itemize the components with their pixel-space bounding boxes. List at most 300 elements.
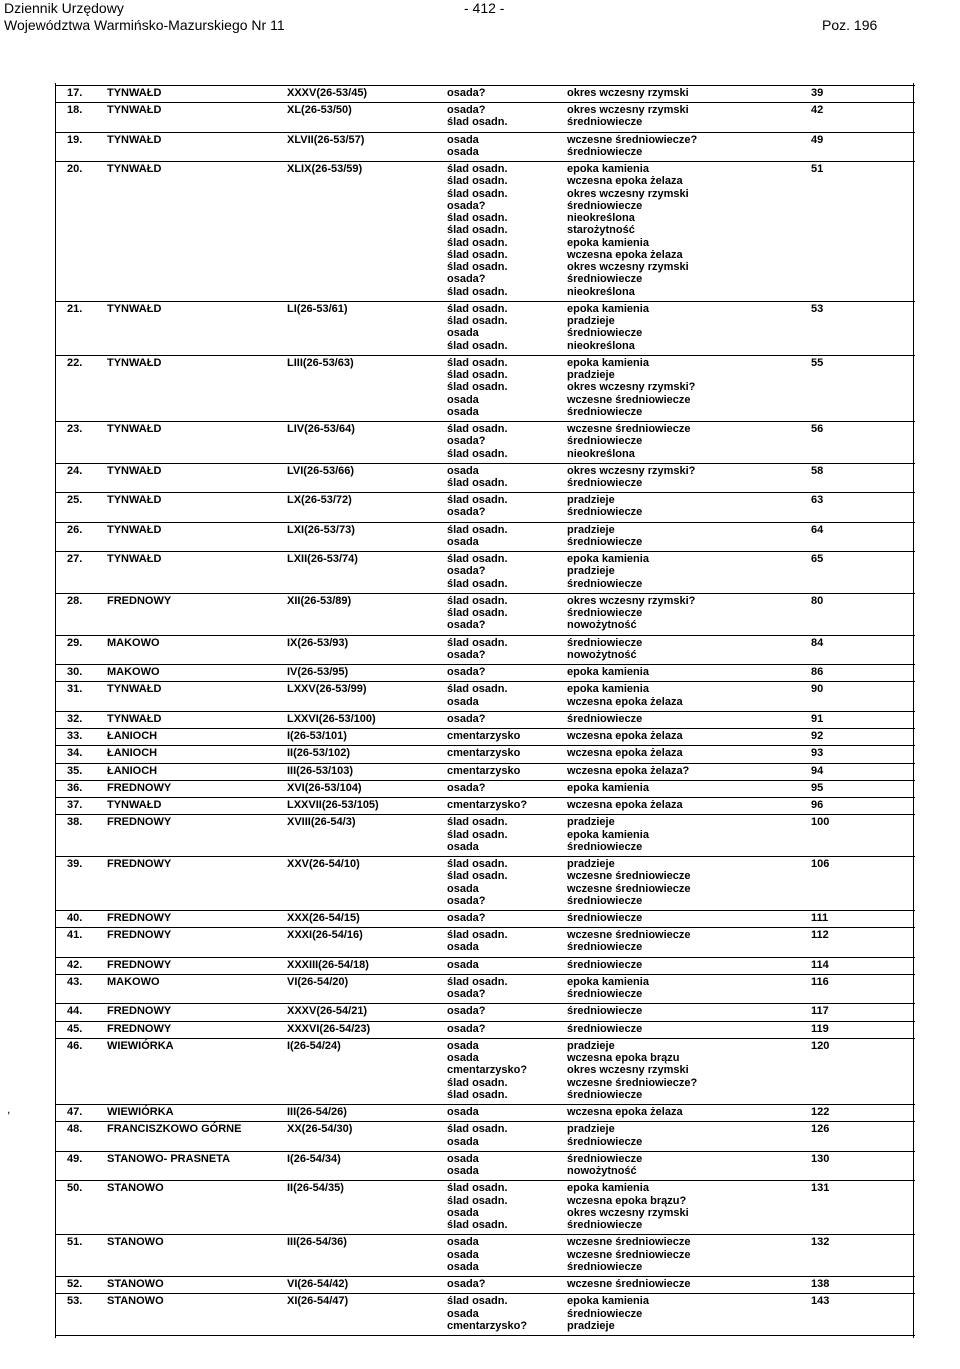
site-function: ślad osadn. (447, 858, 508, 871)
row-separator (55, 492, 915, 493)
site-chronology: wczesne średniowiecze (567, 929, 691, 942)
site-function: osada? (447, 565, 486, 578)
row-number: 52. (67, 1278, 83, 1291)
reference-number: 116 (811, 975, 829, 988)
row-number: 44. (67, 1005, 83, 1018)
site-chronology: średniowiecze (567, 1088, 643, 1101)
site-chronology: pradzieje (567, 858, 615, 871)
row-number: 49. (67, 1152, 83, 1165)
az-number: LIV(26-53/64) (287, 423, 355, 436)
site-function: ślad osadn. (447, 175, 508, 188)
site-chronology: nieokreślona (567, 285, 635, 298)
site-chronology: epoka kamienia (567, 1295, 649, 1308)
row-separator (55, 910, 915, 911)
locality: FRANCISZKOWO GÓRNE (107, 1123, 242, 1136)
reference-number: 93 (811, 747, 824, 760)
locality: TYNWAŁD (107, 683, 162, 696)
row-separator (55, 974, 915, 975)
reference-number: 49 (811, 133, 824, 146)
row-number: 31. (67, 683, 83, 696)
reference-number: 120 (811, 1039, 830, 1052)
site-chronology: okres wczesny rzymski (567, 1064, 689, 1077)
site-function: ślad osadn. (447, 423, 508, 436)
site-function: osada? (447, 1278, 486, 1291)
row-number: 38. (67, 816, 83, 829)
site-function: osada? (447, 712, 486, 725)
reference-number: 143 (811, 1295, 830, 1308)
site-chronology: wczesna epoka żelaza? (567, 764, 690, 777)
locality: FREDNOWY (107, 1022, 172, 1035)
reference-number: 84 (811, 636, 824, 649)
az-number: XVIII(26-54/3) (287, 816, 356, 829)
reference-number: 131 (811, 1182, 830, 1195)
row-number: 20. (67, 163, 83, 176)
site-chronology: wczesna epoka żelaza (567, 1106, 683, 1119)
site-function: ślad osadn. (447, 339, 508, 352)
locality: MAKOWO (107, 975, 160, 988)
site-function: osada (447, 145, 479, 158)
az-number: III(26-53/103) (287, 764, 354, 777)
row-separator (55, 132, 915, 133)
site-chronology: okres wczesny rzymski (567, 187, 689, 200)
site-function: ślad osadn. (447, 523, 508, 536)
az-number: I(26-54/34) (287, 1152, 341, 1165)
reference-number: 95 (811, 781, 824, 794)
reference-number: 64 (811, 523, 824, 536)
locality: TYNWAŁD (107, 423, 162, 436)
reference-number: 132 (811, 1236, 830, 1249)
az-number: XXXVI(26-54/23) (287, 1022, 371, 1035)
site-function: osada? (447, 894, 486, 907)
site-function: ślad osadn. (447, 187, 508, 200)
site-chronology: średniowiecze (567, 476, 643, 489)
site-function: osada (447, 941, 479, 954)
az-number: XLIX(26-53/59) (287, 163, 363, 176)
site-chronology: średniowiecze (567, 535, 643, 548)
site-function: osada? (447, 506, 486, 519)
site-function: cmentarzysko? (447, 1064, 528, 1077)
row-number: 32. (67, 712, 83, 725)
site-function: ślad osadn. (447, 870, 508, 883)
table-row (55, 163, 915, 303)
page-number: - 412 - (464, 0, 505, 16)
row-separator (55, 1335, 915, 1336)
site-chronology: wczesne średniowiecze (567, 870, 691, 883)
locality: TYNWAŁD (107, 523, 162, 536)
az-number: LXXV(26-53/99) (287, 683, 367, 696)
locality: MAKOWO (107, 636, 160, 649)
reference-number: 42 (811, 104, 824, 117)
table-row (55, 1153, 915, 1182)
locality: TYNWAŁD (107, 494, 162, 507)
row-number: 42. (67, 958, 83, 971)
site-chronology: epoka kamienia (567, 975, 649, 988)
row-number: 26. (67, 523, 83, 536)
site-chronology: średniowiecze (567, 577, 643, 590)
row-number: 18. (67, 104, 83, 117)
site-chronology: epoka kamienia (567, 553, 649, 566)
az-number: XXXIII(26-54/18) (287, 958, 369, 971)
site-function: ślad osadn. (447, 816, 508, 829)
site-function: osada (447, 405, 479, 418)
site-function: ślad osadn. (447, 1182, 508, 1195)
row-number: 53. (67, 1295, 83, 1308)
site-function: osada? (447, 273, 486, 286)
site-function: ślad osadn. (447, 929, 508, 942)
table-row (55, 303, 915, 357)
site-function: osada (447, 1260, 479, 1273)
site-chronology: wczesna epoka brązu (567, 1052, 680, 1065)
row-number: 21. (67, 302, 83, 315)
az-number: XXXV(26-53/45) (287, 87, 368, 99)
site-function: ślad osadn. (447, 1219, 508, 1232)
site-function: ślad osadn. (447, 116, 508, 129)
site-function: ślad osadn. (447, 975, 508, 988)
site-chronology: okres wczesny rzymski (567, 261, 689, 274)
table-row (55, 524, 915, 553)
site-chronology: średniowiecze (567, 199, 643, 212)
row-separator (55, 957, 915, 958)
site-chronology: pradzieje (567, 315, 615, 328)
site-function: osada (447, 1152, 479, 1165)
row-number: 41. (67, 929, 83, 942)
site-function: ślad osadn. (447, 315, 508, 328)
site-chronology: średniowiecze (567, 840, 643, 853)
site-chronology: nowożytność (567, 648, 637, 661)
site-chronology: średniowiecze (567, 1022, 643, 1035)
site-chronology: okres wczesny rzymski? (567, 594, 696, 607)
az-number: XX(26-54/30) (287, 1123, 353, 1136)
site-chronology: średniowiecze (567, 145, 643, 158)
locality: FREDNOWY (107, 1005, 172, 1018)
az-number: IX(26-53/93) (287, 636, 349, 649)
row-number: 19. (67, 133, 83, 146)
az-number: LXXVI(26-53/100) (287, 712, 376, 725)
site-function: osada (447, 695, 479, 708)
row-separator (55, 780, 915, 781)
site-function: osada (447, 393, 479, 406)
locality: TYNWAŁD (107, 553, 162, 566)
site-chronology: średniowiecze (567, 1219, 643, 1232)
site-chronology: wczesna epoka żelaza (567, 248, 683, 261)
az-number: LXII(26-53/74) (287, 553, 358, 566)
site-function: osada (447, 1236, 479, 1249)
site-function: osada (447, 133, 479, 146)
row-separator (55, 711, 915, 712)
site-function: cmentarzysko (447, 764, 521, 777)
az-number: XL(26-53/50) (287, 104, 352, 117)
locality: WIEWIÓRKA (107, 1106, 174, 1119)
scanned-register-table (55, 83, 915, 1338)
az-number: XVI(26-53/104) (287, 781, 362, 794)
site-chronology: epoka kamienia (567, 1182, 649, 1195)
site-function: cmentarzysko? (447, 799, 528, 812)
site-chronology: wczesna epoka żelaza (567, 799, 683, 812)
site-function: osada? (447, 87, 486, 99)
journal-title: Dziennik Urzędowy (4, 0, 124, 16)
reference-number: 138 (811, 1278, 830, 1291)
row-separator (55, 161, 915, 162)
row-separator (55, 1151, 915, 1152)
row-separator (55, 1180, 915, 1181)
site-chronology: średniowiecze (567, 958, 643, 971)
row-separator (55, 593, 915, 594)
locality: TYNWAŁD (107, 163, 162, 176)
az-number: III(26-54/26) (287, 1106, 347, 1119)
table-row (55, 637, 915, 666)
row-separator (55, 927, 915, 928)
reference-number: 91 (811, 712, 824, 725)
reference-number: 63 (811, 494, 824, 507)
site-chronology: starożytność (567, 224, 635, 237)
row-separator (55, 856, 915, 857)
row-number: 43. (67, 975, 83, 988)
locality: TYNWAŁD (107, 87, 162, 99)
row-separator (55, 635, 915, 636)
row-separator (55, 85, 915, 86)
site-chronology: wczesne średniowiecze (567, 882, 691, 895)
site-chronology: wczesne średniowiecze? (567, 1076, 698, 1089)
site-chronology: wczesne średniowiecze (567, 1236, 691, 1249)
site-function: osada (447, 1165, 479, 1178)
reference-number: 39 (811, 87, 824, 99)
site-chronology: okres wczesny rzymski (567, 87, 689, 99)
az-number: LI(26-53/61) (287, 302, 348, 315)
table-row (55, 858, 915, 912)
site-chronology: pradzieje (567, 369, 615, 382)
az-number: I(26-53/101) (287, 730, 347, 743)
az-number: LX(26-53/72) (287, 494, 352, 507)
site-chronology: pradzieje (567, 1039, 615, 1052)
site-function: ślad osadn. (447, 212, 508, 225)
reference-number: 117 (811, 1005, 829, 1018)
site-function: ślad osadn. (447, 381, 508, 394)
site-function: osada (447, 327, 479, 340)
locality: FREDNOWY (107, 858, 172, 871)
site-function: ślad osadn. (447, 683, 508, 696)
row-number: 23. (67, 423, 83, 436)
row-number: 25. (67, 494, 83, 507)
site-chronology: średniowiecze (567, 894, 643, 907)
site-chronology: wczesne średniowiecze (567, 1278, 691, 1291)
row-number: 28. (67, 594, 83, 607)
site-chronology: wczesna epoka żelaza (567, 730, 683, 743)
table-row (55, 357, 915, 423)
locality: TYNWAŁD (107, 799, 162, 812)
row-number: 50. (67, 1182, 83, 1195)
reference-number: 56 (811, 423, 824, 436)
site-function: ślad osadn. (447, 236, 508, 249)
row-number: 29. (67, 636, 83, 649)
az-number: LIII(26-53/63) (287, 356, 354, 369)
site-function: ślad osadn. (447, 577, 508, 590)
scan-speck: , (7, 1102, 11, 1116)
site-chronology: okres wczesny rzymski (567, 104, 689, 117)
reference-number: 92 (811, 730, 824, 743)
locality: STANOWO (107, 1278, 164, 1291)
row-separator (55, 1021, 915, 1022)
row-number: 47. (67, 1106, 83, 1119)
site-function: ślad osadn. (447, 261, 508, 274)
locality: ŁANIOCH (107, 747, 158, 760)
row-number: 17. (67, 87, 83, 99)
reference-number: 51 (811, 163, 824, 176)
site-function: osada (447, 1248, 479, 1261)
locality: FREDNOWY (107, 912, 172, 924)
site-chronology: pradzieje (567, 523, 615, 536)
table-row (55, 423, 915, 465)
site-chronology: epoka kamienia (567, 163, 649, 176)
az-number: XXX(26-54/15) (287, 912, 360, 924)
row-number: 45. (67, 1022, 83, 1035)
site-function: osada? (447, 666, 486, 679)
reference-number: 55 (811, 356, 824, 369)
table-row (55, 1123, 915, 1152)
row-separator (55, 102, 915, 103)
reference-number: 126 (811, 1123, 830, 1136)
site-function: ślad osadn. (447, 302, 508, 315)
az-number: XI(26-54/47) (287, 1295, 349, 1308)
row-separator (55, 745, 915, 746)
site-chronology: pradzieje (567, 816, 615, 829)
site-function: ślad osadn. (447, 1088, 508, 1101)
site-chronology: nieokreślona (567, 447, 635, 460)
table-row (55, 465, 915, 494)
site-chronology: epoka kamienia (567, 356, 649, 369)
site-function: ślad osadn. (447, 636, 508, 649)
site-chronology: średniowiecze (567, 912, 643, 924)
row-separator (55, 797, 915, 798)
reference-number: 122 (811, 1106, 830, 1119)
locality: STANOWO (107, 1236, 164, 1249)
reference-number: 130 (811, 1152, 830, 1165)
site-function: ślad osadn. (447, 494, 508, 507)
site-function: ślad osadn. (447, 356, 508, 369)
site-function: osada? (447, 1022, 486, 1035)
az-number: XXXV(26-54/21) (287, 1005, 368, 1018)
table-row (55, 494, 915, 523)
site-function: ślad osadn. (447, 224, 508, 237)
az-number: I(26-54/24) (287, 1039, 341, 1052)
reference-number: 111 (811, 912, 829, 924)
row-number: 27. (67, 553, 83, 566)
az-number: II(26-54/35) (287, 1182, 344, 1195)
site-function: osada? (447, 1005, 486, 1018)
site-function: cmentarzysko (447, 730, 521, 743)
row-number: 40. (67, 912, 83, 924)
locality: ŁANIOCH (107, 764, 158, 777)
site-chronology: epoka kamienia (567, 683, 649, 696)
site-function: osada? (447, 619, 486, 632)
row-number: 35. (67, 764, 83, 777)
site-function: ślad osadn. (447, 1295, 508, 1308)
locality: STANOWO (107, 1295, 164, 1308)
az-number: LVI(26-53/66) (287, 464, 355, 477)
site-function: ślad osadn. (447, 607, 508, 620)
site-chronology: średniowiecze (567, 1260, 643, 1273)
reference-number: 94 (811, 764, 824, 777)
position-number: Poz. 196 (822, 17, 878, 33)
row-number: 37. (67, 799, 83, 812)
site-function: osada? (447, 648, 486, 661)
row-separator (55, 664, 915, 665)
row-separator (55, 1038, 915, 1039)
reference-number: 58 (811, 464, 824, 477)
site-function: ślad osadn. (447, 285, 508, 298)
site-function: ślad osadn. (447, 1123, 508, 1136)
az-number: LXXVII(26-53/105) (287, 799, 379, 812)
site-function: osada (447, 1307, 479, 1320)
reference-number: 86 (811, 666, 824, 679)
az-number: III(26-54/36) (287, 1236, 347, 1249)
table-row (55, 1040, 915, 1106)
site-function: ślad osadn. (447, 828, 508, 841)
locality: FREDNOWY (107, 781, 172, 794)
site-function: osada (447, 1052, 479, 1065)
site-chronology: średniowiecze (567, 327, 643, 340)
locality: MAKOWO (107, 666, 160, 679)
reference-number: 53 (811, 302, 824, 315)
site-chronology: średniowiecze (567, 988, 643, 1001)
row-separator (55, 463, 915, 464)
reference-number: 119 (811, 1022, 829, 1035)
table-row (55, 683, 915, 712)
site-chronology: wczesne średniowiecze (567, 1248, 691, 1261)
site-function: osada? (447, 988, 486, 1001)
site-function: ślad osadn. (447, 553, 508, 566)
row-number: 24. (67, 464, 83, 477)
locality: TYNWAŁD (107, 464, 162, 477)
row-separator (55, 1003, 915, 1004)
site-function: osada? (447, 781, 486, 794)
az-number: XXV(26-54/10) (287, 858, 360, 871)
locality: WIEWIÓRKA (107, 1039, 174, 1052)
site-chronology: nieokreślona (567, 339, 635, 352)
site-chronology: średniowiecze (567, 405, 643, 418)
site-function: ślad osadn. (447, 1076, 508, 1089)
site-function: ślad osadn. (447, 1194, 508, 1207)
site-chronology: średniowiecze (567, 712, 643, 725)
row-separator (55, 1104, 915, 1105)
site-chronology: średniowiecze (567, 273, 643, 286)
reference-number: 100 (811, 816, 830, 829)
row-number: 30. (67, 666, 83, 679)
site-chronology: średniowiecze (567, 1152, 643, 1165)
row-number: 48. (67, 1123, 83, 1136)
site-chronology: wczesne średniowiecze (567, 393, 691, 406)
site-chronology: wczesna epoka żelaza (567, 175, 683, 188)
locality: FREDNOWY (107, 929, 172, 942)
row-separator (55, 355, 915, 356)
row-number: 22. (67, 356, 83, 369)
site-chronology: pradzieje (567, 494, 615, 507)
row-separator (55, 1276, 915, 1277)
row-number: 34. (67, 747, 83, 760)
az-number: IV(26-53/95) (287, 666, 349, 679)
site-function: ślad osadn. (447, 163, 508, 176)
row-separator (55, 681, 915, 682)
site-function: ślad osadn. (447, 248, 508, 261)
reference-number: 112 (811, 929, 829, 942)
site-function: osada (447, 882, 479, 895)
table-row (55, 104, 915, 133)
journal-subtitle: Województwa Warmińsko-Mazurskiego Nr 11 (4, 17, 285, 33)
site-chronology: epoka kamienia (567, 828, 649, 841)
site-function: osada (447, 1135, 479, 1148)
site-function: osada (447, 840, 479, 853)
site-function: ślad osadn. (447, 476, 508, 489)
locality: FREDNOWY (107, 958, 172, 971)
